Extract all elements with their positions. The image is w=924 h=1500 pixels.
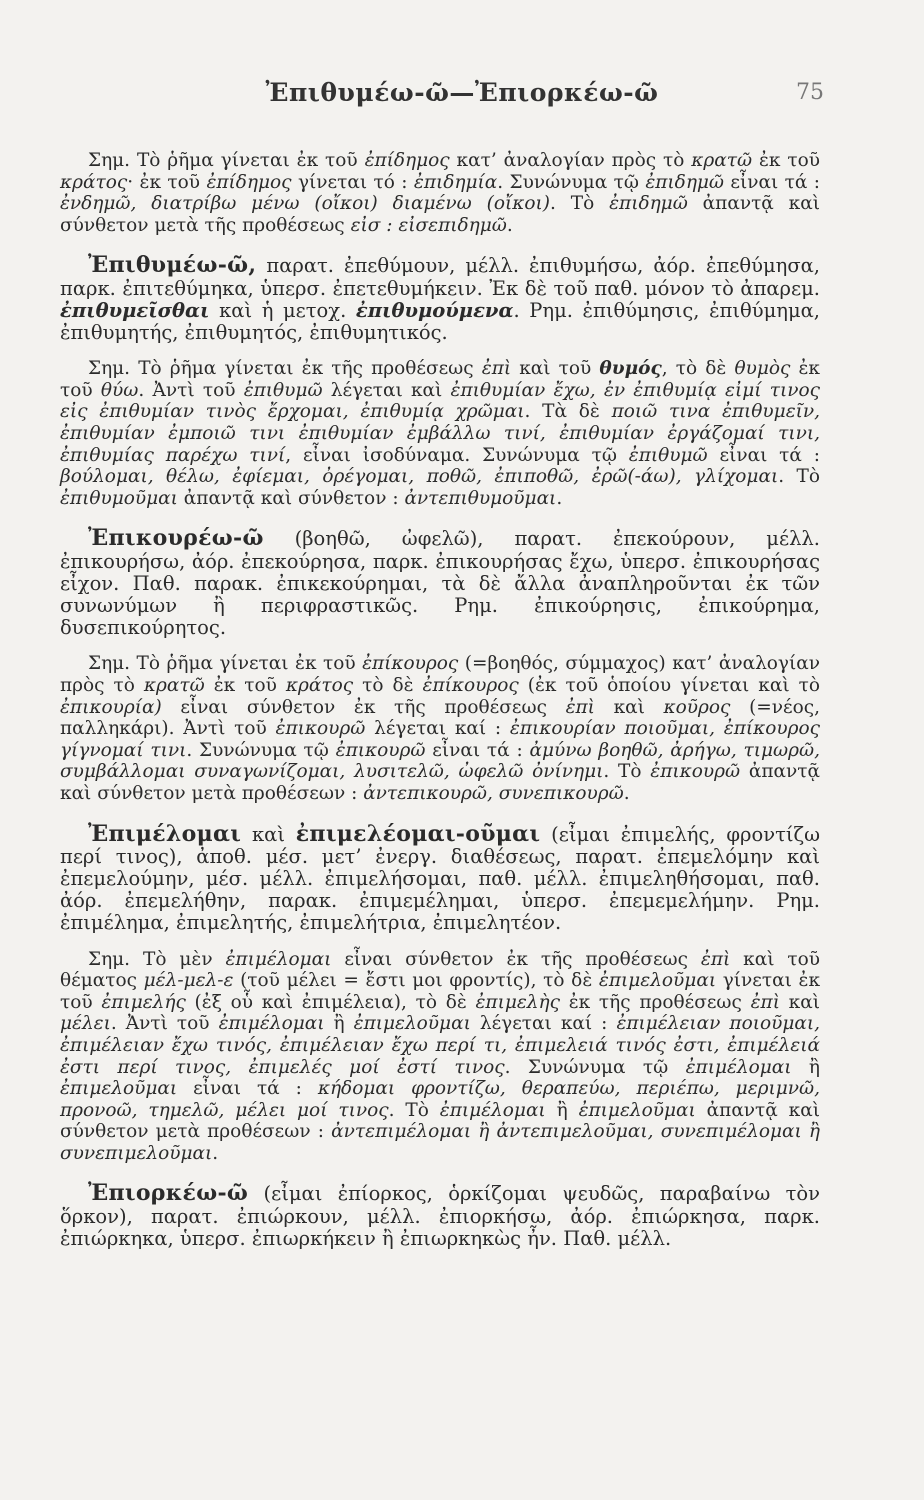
italic-run: κρατῶ	[691, 150, 753, 171]
text-run: εἶναι σύνθετον ἐκ τῆς προθέσεως	[161, 696, 566, 718]
bold-italic-run: ἐπιθυμούμενα	[355, 298, 514, 322]
italic-run: ἐπιμελοῦμαι	[353, 1013, 471, 1035]
italic-run: ἐπιμέλομαι	[685, 1056, 792, 1078]
headword: Ἐπιορκέω-ῶ	[88, 1180, 249, 1207]
text-run: , τὸ δὲ	[661, 358, 735, 380]
text-run: .	[212, 1142, 219, 1164]
headword: Ἐπικουρέω-ῶ	[88, 525, 264, 552]
text-run: ἢ	[324, 1013, 354, 1035]
text-run: . Ἀντὶ τοῦ	[110, 1013, 219, 1035]
italic-run: ἐπιθυμίαν ἔχω, ἐν ἐπιθυμίᾳ εἰμί τινος εἰς ἐπιθυμίαν τινὸς ἔρχομαι, ἐπιθυμίᾳ χρῶμαι	[60, 379, 820, 423]
italic-run: θυμὸς	[734, 358, 791, 380]
dictionary-entry	[60, 1182, 820, 1250]
bold-italic-run: ἐπιθυμεῖσθαι	[60, 298, 210, 322]
text-run: · ἐκ τοῦ	[127, 171, 207, 193]
text-run: (=βοηθός, σύμμαχος) κατ’ ἀναλογίαν πρὸς τὸ	[60, 653, 820, 696]
text-run: (ἐκ τοῦ ὁποίου γίνεται καὶ τὸ	[518, 674, 820, 696]
dictionary-entry	[60, 527, 820, 639]
italic-run: ἐπικουρῶ	[335, 739, 426, 761]
text-run: καὶ ἡ μετοχ.	[209, 298, 356, 322]
italic-run: ἀντεπιθυμοῦμαι	[404, 487, 557, 509]
text-run: ἐκ τοῦ	[204, 674, 286, 696]
text-run: .	[556, 487, 563, 509]
text-run: . Συνώνυμα τῷ	[504, 1056, 686, 1078]
dictionary-entry	[60, 254, 820, 344]
bold-italic-run: θυμός	[599, 358, 662, 380]
text-run: .	[623, 782, 630, 804]
text-run: εἶναι τά :	[425, 739, 530, 761]
text-run: .	[506, 214, 513, 236]
headword: ἐπιμελέομαι-οῦμαι	[295, 820, 541, 847]
italic-run: ἀντεπιμέλομαι ἢ ἀντεπιμελοῦμαι, συνεπιμέλομαι ἢ συνεπιμελοῦμαι	[60, 1121, 820, 1164]
text-run: . Συνώνυμα τῷ	[186, 739, 336, 761]
text-run: παρατ. ἐπεθύμουν, μέλλ. ἐπιθυμήσω, ἀόρ. ἐπεθύμησα, παρκ. ἐπιτεθύμηκα, ὑπερσ. ἐπετεθυμήκειν. Ἐκ δὲ τοῦ παθ. μόνον τὸ ἀπαρεμ.	[60, 254, 820, 300]
italic-run: ἐπιδημῶ	[609, 193, 688, 215]
text-run: . Τὰ δὲ	[524, 401, 612, 423]
text-run: εἶναι τά :	[177, 1078, 318, 1100]
text-run: (εἶμαι ἐπιμελής, φροντίζω περί τινος), ἀποθ. μέσ. μετ’ ἐνεργ. διαθέσεως, παρατ. ἐπεμελόμην καὶ ἐπεμελούμην, μέσ. μέλλ. ἐπιμελήσομαι, παθ. μέλλ. ἐπιμεληθήσομαι, παθ. ἀόρ. ἐπεμελήθην, παρακ. ἐπιμεμέλημαι, ὑπερσ. ἐπεμεμελήμην. Ρημ. ἐπιμέλημα, ἐπιμελητής, ἐπιμελήτρια, ἐπιμελητέον.	[60, 822, 821, 935]
entry-note	[60, 150, 820, 236]
italic-run: ἐπιμέλειαν ποιοῦμαι, ἐπιμέλειαν ἔχω τινός, ἐπιμέλειαν ἔχω περί τι, ἐπιμελειά τινός ἐστι, ἐπιμέλειά ἐστι περί τινος, ἐπιμελές μοί ἐστί τινος	[60, 1013, 820, 1078]
text-run: . Τὸ	[388, 1099, 440, 1121]
italic-run: κήδομαι φροντίζω, θεραπεύω, περιέπω, μεριμνῶ, προνοῶ, τημελῶ, μέλει μοί τινος	[60, 1078, 820, 1121]
text-run: ἀπαντᾷ καὶ σύνθετον μετὰ προθέσεων :	[60, 1099, 820, 1143]
text-run: ἀπαντᾷ καὶ σύνθετον :	[177, 487, 405, 509]
page-header	[0, 78, 924, 118]
text-run: εἶναι τά :	[707, 444, 820, 466]
italic-run: ἐπὶ	[750, 991, 780, 1013]
text-run: , εἶναι ἰσοδύναμα. Συνώνυμα τῷ	[285, 444, 629, 466]
italic-run: ἀντεπικουρῶ, συνεπικουρῶ	[363, 782, 624, 804]
text-run: γίνεται ἐκ τοῦ	[60, 970, 821, 1013]
italic-run: ἐπὶ	[700, 948, 731, 970]
italic-run: ἐπίκουρος	[362, 653, 459, 675]
text-run: . Ἀντὶ τοῦ	[138, 379, 244, 401]
italic-run: μέλει	[60, 1013, 111, 1035]
italic-run: ἀμύνω βοηθῶ, ἀρήγω, τιμωρῶ, συμβάλλομαι συναγωνίζομαι, λυσιτελῶ, ὠφελῶ ὀνίνημι	[60, 739, 820, 783]
italic-run: ἐπιθυμῶ	[243, 379, 323, 401]
text-run: καὶ τοῦ	[511, 358, 600, 380]
italic-run: κράτος	[285, 674, 354, 696]
text-run: καὶ	[594, 696, 664, 718]
text-run: ἐκ τῆς προθέσεως	[559, 991, 751, 1013]
italic-run: ἐπιμελὴς	[475, 991, 560, 1013]
text-run: εἶναι τά :	[724, 171, 821, 193]
dictionary-body	[60, 150, 820, 1250]
text-run: (=νέος, παλληκάρι). Ἀντὶ τοῦ	[60, 696, 820, 740]
italic-run: ἐπιμελοῦμαι	[598, 970, 717, 992]
text-run: λέγεται καί :	[365, 718, 510, 740]
italic-run: ἐπιμέλομαι	[218, 1013, 325, 1035]
text-run: ἢ	[545, 1099, 579, 1121]
italic-run: ἐπιθυμοῦμαι	[60, 487, 178, 509]
text-run: . Ρημ. ἐπιθύμησις, ἐπιθύμημα, ἐπιθυμητής, ἐπιθυμητός, ἐπιθυμητικός.	[60, 298, 820, 344]
italic-run: κρατῶ	[143, 674, 205, 696]
headword: Ἐπιθυμέω-ῶ,	[88, 252, 257, 279]
italic-run: μέλ-μελ-ε	[143, 970, 234, 992]
text-run: (εἶμαι ἐπίορκος, ὁρκίζομαι ψευδῶς, παραβαίνω τὸν ὅρκον), παρατ. ἐπιώρκουν, μέλλ. ἐπιορκήσω, ἀόρ. ἐπιώρκησα, παρκ. ἐπιώρκηκα, ὑπερσ. ἐπιωρκήκειν ἢ ἐπιωρκηκὼς ἦν. Παθ. μέλλ.	[60, 1182, 820, 1250]
entry-note	[60, 358, 820, 509]
headword: Ἐπιμέλομαι	[88, 820, 242, 847]
italic-run: ἐπιμελής	[101, 991, 186, 1013]
italic-run: ἐπιμελοῦμαι	[60, 1078, 178, 1100]
text-run: ἐκ τοῦ	[60, 358, 820, 401]
italic-run: ἐπίδημος	[364, 150, 450, 171]
italic-run: ἐπιδημία	[413, 171, 498, 193]
italic-run: εἰσ : εἰσεπιδημῶ	[350, 214, 507, 236]
italic-run: ἐπιμέλομαι	[225, 948, 332, 970]
italic-run: ἐπὶ	[565, 696, 595, 718]
text-run: λέγεται καὶ	[322, 379, 451, 401]
text-run: Σημ. Τὸ μὲν	[88, 948, 226, 970]
text-run: Σημ. Τὸ ῥῆμα γίνεται ἐκ τοῦ	[88, 653, 363, 675]
italic-run: ἐπὶ	[481, 358, 512, 380]
text-run: ἀπαντᾷ καὶ σύνθετον μετὰ προθέσεων :	[60, 761, 821, 804]
running-title: Ἐπιθυμέω-ῶ—Ἐπιορκέω-ῶ	[265, 78, 659, 107]
text-run: λέγεται καί :	[470, 1013, 617, 1035]
text-run: (βοηθῶ, ὠφελῶ), παρατ. ἐπεκούρουν, μέλλ. ἐπικουρήσω, ἀόρ. ἐπεκούρησα, παρκ. ἐπικουρήσας ἔχω, ὑπερσ. ἐπικουρήσας εἶχον. Παθ. παρακ. ἐπικεκούρημαι, τὰ δὲ ἄλλα ἀναπληροῦνται ἐκ τῶν συνωνύμων ἢ περιφραστικῶς. Ρημ. ἐπικούρησις, ἐπικούρημα, δυσεπικούρητος.	[60, 527, 820, 640]
italic-run: ἐπιθυμῶ	[628, 444, 708, 466]
text-run: ἢ	[791, 1056, 821, 1078]
italic-run: κράτος	[60, 171, 128, 193]
page-number: 75	[796, 80, 824, 105]
text-run: τὸ δὲ	[353, 674, 423, 696]
italic-run: ποιῶ τινα ἐπιθυμεῖν, ἐπιθυμίαν ἐμποιῶ τινι ἐπιθυμίαν ἐμβάλλω τινί, ἐπιθυμίαν ἐργάζομαί τινι, ἐπιθυμίας παρέχω τινί	[60, 401, 821, 466]
italic-run: ἐπιμελοῦμαι	[578, 1099, 696, 1121]
italic-run: κοῦρος	[663, 696, 731, 718]
italic-run: ἐπίκουρος	[422, 674, 519, 696]
entry-note	[60, 949, 820, 1165]
italic-run: ἐπίδημος	[206, 171, 292, 193]
text-run: γίνεται τό :	[291, 171, 414, 193]
text-run: καὶ τοῦ θέματος	[60, 948, 820, 992]
italic-run: ἐπικουρῶ	[650, 761, 741, 783]
text-run: ἀπαντᾷ καὶ σύνθετον μετὰ τῆς προθέσεως	[60, 193, 820, 236]
text-run: κατ’ ἀναλογίαν πρὸς τὸ	[449, 150, 692, 171]
italic-run: ἐπιμέλομαι	[439, 1099, 546, 1121]
text-run: καὶ	[241, 822, 296, 846]
italic-run: βούλομαι, θέλω, ἐφίεμαι, ὀρέγομαι, ποθῶ, ἐπιποθῶ, ἐρῶ(-άω), γλίχομαι	[60, 466, 779, 488]
text-run: ἐκ τοῦ	[752, 150, 821, 171]
text-run: (τοῦ μέλει = ἔστι μοι φροντίς), τὸ δὲ	[233, 970, 599, 992]
italic-run: ἐπικουρῶ	[275, 718, 366, 740]
italic-run: ἐνδημῶ, διατρίβω μένω (οἴκοι) διαμένω (οἴκοι)	[60, 193, 550, 215]
text-run: . Τὸ	[549, 193, 610, 215]
text-run: . Συνώνυμα τῷ	[497, 171, 646, 193]
italic-run: ἐπικουρίαν ποιοῦμαι, ἐπίκουρος γίγνομαί τινι	[60, 718, 821, 761]
text-run: . Τὸ	[778, 466, 820, 488]
text-run: καὶ	[779, 991, 820, 1013]
text-run: εἶναι σύνθετον ἐκ τῆς προθέσεως	[331, 948, 701, 970]
italic-run: ἐπικουρία)	[60, 696, 162, 718]
entry-note	[60, 653, 820, 804]
italic-run: θύω	[100, 379, 139, 401]
text-run: . Τὸ	[603, 761, 651, 783]
italic-run: ἐπιδημῶ	[645, 171, 725, 193]
text-run: (ἐξ οὗ καὶ ἐπιμέλεια), τὸ δὲ	[185, 991, 476, 1013]
text-run: Σημ. Τὸ ῥῆμα γίνεται ἐκ τῆς προθέσεως	[88, 358, 482, 380]
dictionary-entry	[60, 820, 821, 935]
text-run: Σημ. Τὸ ῥῆμα γίνεται ἐκ τοῦ	[88, 150, 365, 171]
